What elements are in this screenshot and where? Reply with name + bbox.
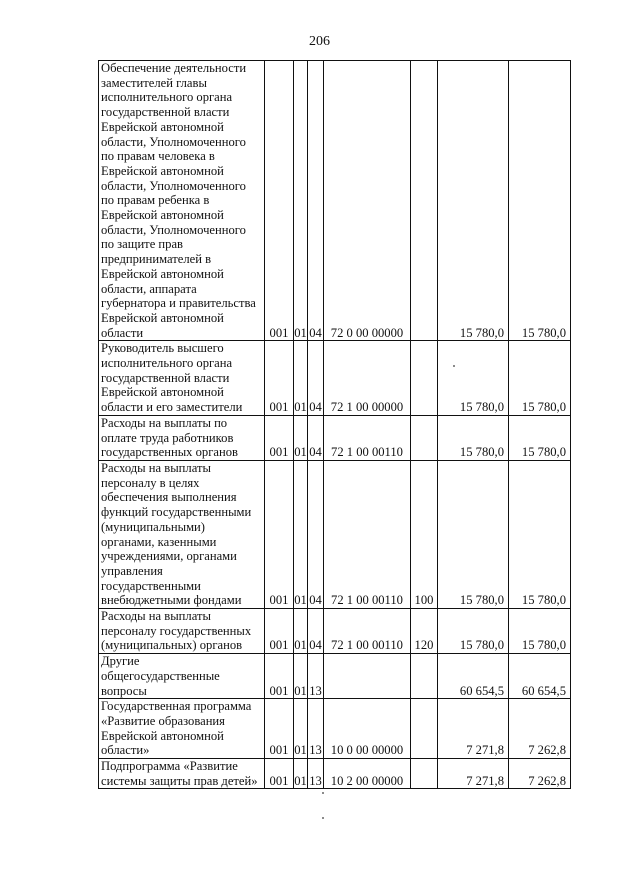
target-article-code: 72 1 00 00110 (324, 609, 411, 654)
budget-table-body (99, 61, 571, 789)
amount-year-1: 15 780,0 (438, 415, 509, 460)
amount-year-1: 7 271,8 (438, 699, 509, 759)
scan-speck (453, 365, 455, 367)
table-row (99, 654, 571, 699)
table-row (99, 609, 571, 654)
target-article-code: 10 2 00 00000 (324, 759, 411, 789)
expense-type-code (411, 699, 438, 759)
subsection-code: 04 (308, 61, 324, 341)
subsection-code: 04 (308, 341, 324, 416)
row-name: Расходы на выплаты персоналу государственных (муниципальных) органов (99, 609, 265, 654)
subsection-code: 13 (308, 759, 324, 789)
subsection-code: 04 (308, 609, 324, 654)
amount-year-2: 7 262,8 (509, 759, 571, 789)
ministry-code: 001 (265, 654, 294, 699)
expense-type-code (411, 415, 438, 460)
amount-year-2: 15 780,0 (509, 609, 571, 654)
expense-type-code (411, 341, 438, 416)
row-name: Расходы на выплаты персоналу в целях обеспечения выполнения функций государственными (муниципальными) органами, казенными учреждениями, органами управления государственными внебюджетными фондами (99, 460, 265, 608)
section-code: 01 (294, 609, 308, 654)
subsection-code: 04 (308, 415, 324, 460)
ministry-code: 001 (265, 609, 294, 654)
table-row (99, 460, 571, 608)
table-row (99, 61, 571, 341)
row-name: Обеспечение деятельности заместителей главы исполнительного органа государственной власти Еврейской автономной области, Уполномоченного по правам человека в Еврейской автономной области, Уполномоченного по правам ребенка в Еврейской автономной области, Уполномоченного по защите прав предпринимателей в Еврейской автономной области, аппарата губернатора и правительства Еврейской автономной области (99, 61, 265, 341)
ministry-code: 001 (265, 699, 294, 759)
table-row (99, 699, 571, 759)
ministry-code: 001 (265, 460, 294, 608)
amount-year-2: 60 654,5 (509, 654, 571, 699)
amount-year-2: 15 780,0 (509, 341, 571, 416)
scan-speck (322, 817, 324, 819)
row-name: Подпрограмма «Развитие системы защиты прав детей» (99, 759, 265, 789)
row-name: Расходы на выплаты по оплате труда работников государственных органов (99, 415, 265, 460)
amount-year-1: 15 780,0 (438, 609, 509, 654)
amount-year-1: 60 654,5 (438, 654, 509, 699)
amount-year-1: 15 780,0 (438, 61, 509, 341)
section-code: 01 (294, 460, 308, 608)
section-code: 01 (294, 759, 308, 789)
amount-year-1: 15 780,0 (438, 460, 509, 608)
ministry-code: 001 (265, 415, 294, 460)
scan-speck (322, 792, 324, 794)
section-code: 01 (294, 415, 308, 460)
expense-type-code (411, 759, 438, 789)
row-name: Другие общегосударственные вопросы (99, 654, 265, 699)
section-code: 01 (294, 699, 308, 759)
expense-type-code (411, 61, 438, 341)
expense-type-code (411, 654, 438, 699)
section-code: 01 (294, 654, 308, 699)
amount-year-2: 7 262,8 (509, 699, 571, 759)
amount-year-2: 15 780,0 (509, 415, 571, 460)
section-code: 01 (294, 341, 308, 416)
target-article-code: 72 1 00 00110 (324, 460, 411, 608)
amount-year-2: 15 780,0 (509, 460, 571, 608)
subsection-code: 13 (308, 654, 324, 699)
target-article-code: 72 0 00 00000 (324, 61, 411, 341)
subsection-code: 04 (308, 460, 324, 608)
target-article-code: 72 1 00 00000 (324, 341, 411, 416)
expense-type-code: 120 (411, 609, 438, 654)
amount-year-1: 7 271,8 (438, 759, 509, 789)
row-name: Руководитель высшего исполнительного органа государственной власти Еврейской автономной области и его заместители (99, 341, 265, 416)
ministry-code: 001 (265, 341, 294, 416)
target-article-code: 10 0 00 00000 (324, 699, 411, 759)
ministry-code: 001 (265, 61, 294, 341)
page-number: 206 (309, 34, 330, 49)
table-row (99, 341, 571, 416)
subsection-code: 13 (308, 699, 324, 759)
table-row (99, 759, 571, 789)
target-article-code: 72 1 00 00110 (324, 415, 411, 460)
ministry-code: 001 (265, 759, 294, 789)
target-article-code (324, 654, 411, 699)
amount-year-2: 15 780,0 (509, 61, 571, 341)
row-name: Государственная программа «Развитие образования Еврейской автономной области» (99, 699, 265, 759)
amount-year-1: 15 780,0 (438, 341, 509, 416)
section-code: 01 (294, 61, 308, 341)
table-row (99, 415, 571, 460)
expense-type-code: 100 (411, 460, 438, 608)
budget-table (98, 60, 571, 789)
